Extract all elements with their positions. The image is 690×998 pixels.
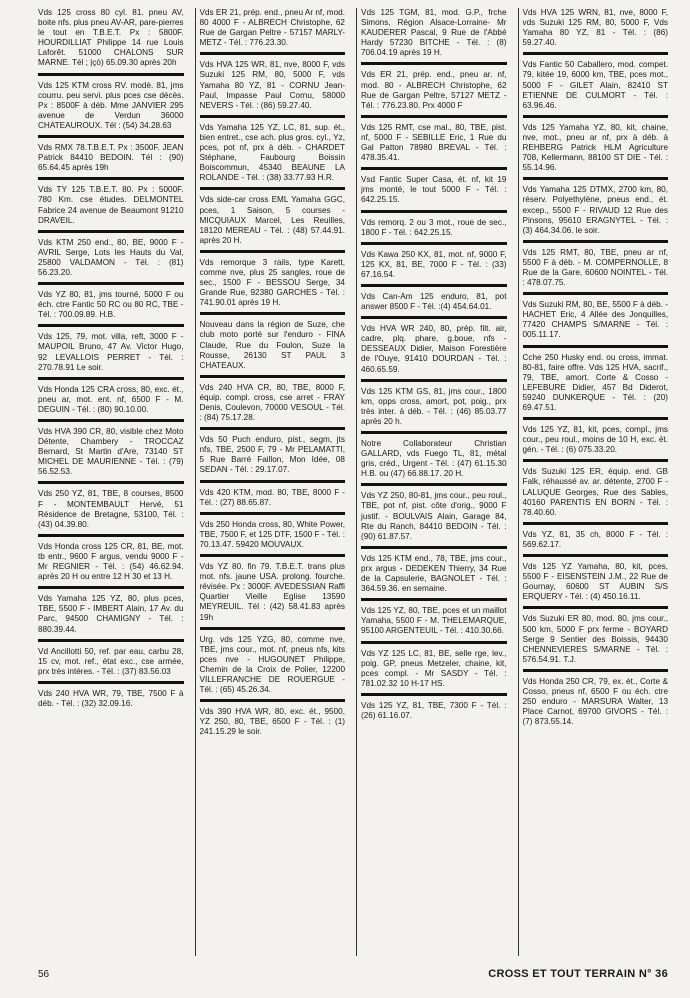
classified-ad: Vds 240 HVA CR, 80, TBE, 8000 F, équip. compl. cross, cse arret - FRAY Denis, Coulevon, 70000 VESOUL - Tél. : (84) 75.17.28. xyxy=(200,383,346,430)
classified-ad: Vds 390 HVA WR, 80, exc. ét., 9500, YZ 250, 80, TBE, 6500 F - Tél. : (1) 241.15.29 le soir. xyxy=(199,707,345,737)
magazine-title: CROSS ET TOUT TERRAIN N° 36 xyxy=(488,968,668,980)
classified-ad: Vds 420 KTM, mod. 80, TBE, 8000 F - Tél. : (27) 88.65.87. xyxy=(200,488,346,515)
page-footer xyxy=(38,962,668,986)
classified-ad: Vds Suzuki ER 80, mod. 80, jms cour., 500 km, 5000 F prx ferme - BOYARD Serge 9 Sentier des Boissis, 94430 CHENNEVIERES S/MARNE - Tél. : 576.54.91. T.J. xyxy=(523,614,669,671)
classified-ad: Vds 125 YZ, 80, TBE, pces et un maillot Yamaha, 5500 F - M. THELEMARQUE, 95100 ARGENTEUIL - Tél. : 410.30.66. xyxy=(361,606,507,643)
classified-ad: Vds Kawa 250 KX, 81, mot. nf, 9000 F, 125 KX, 81, BE, 7000 F - Tél. : (33) 67.16.54. xyxy=(361,250,507,287)
classified-ad: Vds 125 Yamaha YZ, 80, kit, chaine, nve, mot., pneu ar nf, prx à déb. à REHBERG Patrick HLM Agriculture 708, Kellermann, 88100 ST DIE - Tél. : 55.14.96. xyxy=(523,123,669,180)
classified-ad: Vds 125 YZ, 81, kit, pces, compl., jms cour., peu roul., moins de 10 H, exc. ét. gén. - Tél. : (6) 075.33.20. xyxy=(523,425,669,462)
classified-ad: Urg. vds 125 YZG, 80, comme nve, TBE, jms cour., mot. nf, pneus nfs, kits pces nve - HUGOUNET Philippe, Chemin de la Croix de Polier, 12200 VILLEFRANCHE DE ROUERGUE - Tél. : (65) 45.26.34. xyxy=(200,635,346,703)
classified-ad: Vds Yamaha 125 DTMX, 2700 km, 80, réserv. Polyethylène, pneus end., ét. excep., 5500 F - RIVAUD 12 Rue des Pinsons, 95610 ERAGNYTEL - Tél. : (3) 464.34.06. le soir. xyxy=(523,185,669,242)
classified-ad: Vds Honda 125 CRA cross, 80, exc. ét., pneu ar, mot. ent. nf, 6500 F - M. DEGUIN - Tél. : (80) 90.10.00. xyxy=(38,385,184,422)
classified-ad: Notre Collaborateur Christian GALLARD, vds Fuego TL, 81, métal gris, créd., Urgent - Tél. : (47) 61.15.30 H.B. ou (47) 66.88.17. 20 H. xyxy=(361,439,507,486)
classified-ad: Vds 50 Puch enduro, pist., segm, jts nfs, TBE, 2500 F, 79 - Mr PELAMATTI, 5 Rue Barré Faillon, Mon Idée, 08 SEDAN - Tél. : 29.17.07. xyxy=(200,435,346,482)
classified-ad: Vds HVA 390 CR, 80, visible chez Moto Détente, Chambery - TROCCAZ Bernard, St Martin d'Are, 73140 ST MICHEL DE MAURIENNE - Tél. : (79) 56.52.53. xyxy=(38,427,184,484)
classified-ad: Vds ER 21, prép. end., pneu ar. nf, mod. 80 - ALBRECH Christophe, 62 Rue de Gargan Peltre, 57127 METZ - Tél. : 776.23.80. Prx 4000 F xyxy=(361,70,507,117)
classified-ad: Vds 125 KTM GS, 81, jms cour., 1800 km, opps cross, amort, pot, poig., prx très inter. à déb. - Tél. : (46) 85.03.77 après 20 h. xyxy=(361,387,507,434)
classified-ad: Vds 250 YZ, 81, TBE, 8 courses, 8500 F - MONTEMBAULT Hervé, 51 Résidence de Bretagne, 53100, Tél. : (43) 04.39.80. xyxy=(38,489,184,536)
classified-ad: Vds Suzuki RM, 80, BE, 5500 F à déb. - HACHET Eric, 4 Allée des Jonquilles, 77420 CHAMPS S/MARNE - Tél. : 005.11.17. xyxy=(523,300,669,347)
classified-ad: Vds 125 YZ, 81, TBE, 7300 F - Tél. : (26) 61.16.07. xyxy=(361,700,507,720)
classified-ad: Vds remorq. 2 ou 3 mot., roue de sec., 1800 F - Tél. : 642.25.15. xyxy=(361,218,507,245)
classified-ad: Vds ER 21, prép. end., pneu Ar nf, mod. 80 4000 F - ALBRECH Christophe, 62 Rue de Gargan Peltre - 57157 MARLY-METZ - Tél. : 776.23.30. xyxy=(200,8,346,55)
ad-column-1 xyxy=(38,8,184,956)
classified-ad: Vds 125, 79, mot. villa, reft, 3000 F - MAUPOIL Bruno, 47 Av. Victor Hugo, 92 LEVALLOIS PERRET - Tél. : 270.78.91 Le soir. xyxy=(38,332,184,379)
ad-column-4 xyxy=(518,8,669,956)
classified-ad: Vds Honda 250 CR, 79, ex. ét., Corte & Cosso, pneus nf, 6500 F ou éch. ctre 250 enduro - MARSURA Walter, 13 Place Carnot, 69700 GIVORS - Tél. : (7) 873.55.14. xyxy=(522,676,668,727)
classified-ad: Vds TY 125 T.B.E.T. 80. Px : 5000F. 780 Km. cse études. DELMONTEL Fabrice 24 avenue de Beaumont 91210 DRAVEIL. xyxy=(38,185,184,232)
classified-ad: Vds 125 KTM cross RV. modè. 81, jms courru. peu servi. plus pces cse décès. Px : 8500F à déb. Mme JANVIER 295 avenue de Verdun 36000 CHATEAUROUX. Tél : (54) 34.28.63 xyxy=(38,81,184,138)
classified-ad: Vds YZ 125 LC, 81, BE, selle rge, lev., poig. GP, pneus Metzeler, chaine, kit, pces compl. - Mr SASDY - Tél. : 781.02.32 10 H-17 HS. xyxy=(361,649,507,696)
classified-ad: Nouveau dans la région de Suze, che club moto porté sur l'enduro - FINA Claude, Rue du Foulon, Suze la Rousse, 26130 ST PAUL 3 CHATEAUX. xyxy=(200,320,346,377)
classified-ad: Vds RMX 78.T.B.E.T. Px : 3500F. JEAN Patrick 84410 BEDOIN. Tél : (90) 65.64.45 après 19h xyxy=(38,143,184,180)
page-number: 56 xyxy=(38,968,50,980)
classified-ad: Vds 240 HVA WR, 79, TBE, 7500 F à déb. - Tél. : (32) 32.09.16. xyxy=(38,688,184,708)
classified-ad: Vds Suzuki 125 ER, équip. end. GB Falk, réhaussé av. ar. détente, 2700 F - LALUQUE Georges, Rue des Sables, 40160 PARENTIS EN BORN - Tél. : 78.40.60. xyxy=(523,467,669,524)
ad-column-2 xyxy=(195,8,346,956)
classified-ad: Vds YZ 80. fin 79. T.B.E.T. trans plus mot. nfs. jaune USA. prolong. fourche. révisée. Px : 3000F. AVEDESSIAN Raffi Quartier Vieille Eglise 13590 MEYREUIL. Tél : (42) 58.41.83 après 19h xyxy=(200,562,346,630)
classified-ad: Vds 125 TGM, 81, mod. G.P., frche Simons, Région Alsace-Lorraine- Mr KAUDERER Pascal, 9 Rue de l'Abbé Hardy 57230 BITCHE - Tél. : (8) 706.04.19 après 19 H. xyxy=(361,8,507,65)
classified-ad: Vds HVA WR 240, 80, prép. filt. air, cadre, plq. phare, g.boue, nfs - DESSEAUX Didier, Maison Forestière de l'Ouye, 91410 DOURDAN - Tél. : 460.65.59. xyxy=(361,324,507,381)
classified-ad: Vds 125 KTM end., 78, TBE, jms cour., prx argus - DEDEKEN Thierry, 34 Rue de la Capsulerie, BAGNOLET - Tél. : 364.59.36. en semaine. xyxy=(361,554,507,601)
classified-ad: Vds 125 RMT, cse mal., 80, TBE, pist. nf, 5000 F - SEBILLE Eric, 1 Rue du Gal Patton 78980 BREVAL - Tél. : 478.35.41. xyxy=(361,123,507,170)
classified-ad: Vds remorque 3 rails, type Karett, comme nve, plus 25 sangles, roue de sec., 1500 F - BESSOU Serge, 34 Grande Rue, 92380 GARCHES - Tél. : 741.90.01 après 19 H. xyxy=(200,258,346,315)
ad-column-3 xyxy=(356,8,507,956)
classified-ad: Vds side-car cross EML Yamaha GGC, pces, 1 Saison, 5 courses - MICQUIAUX Marcel, Les Reuilles, 18120 MEREAU - Tél. : (48) 57.44.91. après 20 H. xyxy=(200,195,346,252)
classifieds-page xyxy=(38,8,668,986)
classified-ad: Vsd Fantic Super Casa, ét. nf, kit 19 jms monté, le tout 5000 F - Tél. : 642.25.15. xyxy=(361,175,507,212)
classified-ad: Cche 250 Husky end. ou cross, immat. 80-81, faire offre. Vds 125 HVA, sacrif., 79, TBE, amort. Corte & Cosso - LEFEBURE Didier, 457 Bd Diderot, 59240 DUNKERQUE - Tél. : (20) 69.47.51. xyxy=(523,353,669,421)
classified-ad: Vds Fantic 50 Caballero, mod. compet. 79, kitée 19, 6000 km, TBE, pces mot., 5000 F - GILET Alain, 82410 ST ETIENNE DE CULMORT - Tél. : 63.96.46. xyxy=(523,60,669,117)
ad-columns xyxy=(38,8,668,956)
classified-ad: Vds 125 RMT, 80, TBE, pneu ar nf, 5500 F à déb. - M. COMPERNOLLE, 8 Rue de la Gare, 60600 NOINTEL - Tél. : 478.07.75. xyxy=(523,248,669,295)
classified-ad: Vd Ancillotti 50, ref. par eau, carbu 28, 15 cv, mot. ref., état exc., cse armée, prx très intéres. - Tél. : (37) 83.56.03 xyxy=(38,647,184,684)
classified-ad: Vds Can-Am 125 enduro, 81, pot answer 8500 F - Tél. :(4) 454.64.01. xyxy=(361,292,507,319)
classified-ad: Vds Yamaha 125 YZ, LC, 81, sup. ét., bien entret., cse ach. plus gros. cyl., Yz, pces, pot nf, prx à déb. - CHARDET Stéphane, Faubourg Boissin Boiscommun, 45340 BEAUNE LA ROLANDE - Tél. : (38) 33.77.93 H.R. xyxy=(200,123,346,191)
classified-ad: Vds Honda cross 125 CR, 81, BE, mot. tb entr., 9600 F argus, vendu 9000 F - Mr REGNIER - Tél. : (54) 46.62.94. après 20 H ou entre 12 H 30 et 13 H. xyxy=(38,542,184,589)
classified-ad: Vds 125 cross 80 cyl. 81. pneu AV, boite nfs. plus pneu AV-AR, pare-pierres le tout en T.B.E.T. Px : 5800F. HOURDILLIAT Philippe 14 rue Louis Laforêt. 51000 CHALONS SUR MARNE. Tél ; |çò) 65.09.30 après 20h xyxy=(38,8,184,76)
classified-ad: Vds Yamaha 125 YZ, 80, plus pces, TBE, 5500 F - IMBERT Alain, 17 Av. du Parc, 94500 CHAMIGNY - Tél. : 880.39.44. xyxy=(38,594,184,641)
classified-ad: Vds YZ, 81, 35 ch, 8000 F - Tél. : 569.62.17. xyxy=(523,530,669,557)
classified-ad: Vds HVA 125 WR, 81, nve, 8000 F, vds Suzuki 125 RM, 80, 5000 F, vds Yamaha 80 YZ, 81 - CORNU Jean-Paul, Impasse Paul Cornu, 58000 NEVERS - Tél. : (86) 59.27.40. xyxy=(200,60,346,117)
classified-ad: Vds YZ 250, 80-81, jms cour., peu roul., TBE, pot nf, pist. côte d'orig., 9000 F justif. - BOULVAIS Alain, Garage 84, Rte du Ranch, 84410 BEDOIN - Tél. : (90) 61.87.57. xyxy=(361,491,507,548)
classified-ad: Vds 125 YZ Yamaha, 80, kit, pces, 5500 F - EISENSTEIN J.M., 22 Rue de Gournay, 60600 ST AUBIN S/S ERQUERY - Tél. : (4) 450.16.11. xyxy=(523,562,669,609)
classified-ad: Vds HVA 125 WRN, 81, nve, 8000 F, vds Suzuki 125 RM, 80, 5000 F, Vds Yamaha 80 YZ, 81 - Tél. : (86) 59.27.40. xyxy=(523,8,669,55)
classified-ad: Vds YZ 80, 81, jms tourné, 5000 F ou éch. ctre Fantic 50 RC ou 80 RC, TBE - Tél. : 700.09.89. H.B. xyxy=(38,290,184,327)
classified-ad: Vds KTM 250 end., 80, BE, 9000 F - AVRIL Serge, Lots les Hauts du Val, 25800 VALDAMON - Tél. : (81) 56.23.20. xyxy=(38,238,184,285)
classified-ad: Vds 250 Honda cross, 80, White Power, TBE, 7500 F, et 125 DTF, 1500 F - Tél. : 70.13.47. 59420 MOUVAUX. xyxy=(200,520,346,557)
